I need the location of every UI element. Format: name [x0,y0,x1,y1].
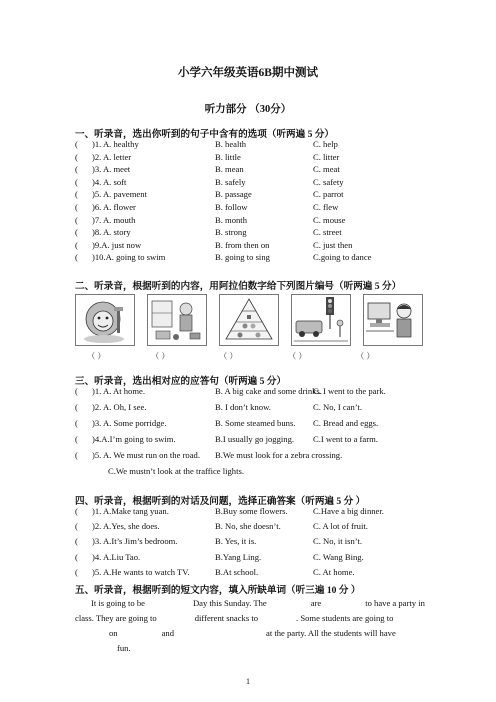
section-1-option-b: B. strong [215,227,247,238]
section-4-option-b: B.Yang Ling. [215,551,262,562]
section-3-option-c: C. Bread and eggs. [313,418,379,428]
section-4-option-a: )5. A.He wants to watch TV. [92,566,190,577]
section-4-answer-blank[interactable]: ( [75,521,78,532]
section-3-option-a: )5. A. We must run on the road. [92,450,200,460]
section-1-option-a: )5. A. pavement [92,189,147,200]
section-1-option-c: C. help [313,139,338,149]
section-3-option-c: C. No, I can’t. [313,402,363,412]
picture-boy-at-computer [363,294,423,346]
section-1-option-a: )1. A. healthy [92,139,139,149]
section-1-option-c: C. flew [313,202,339,212]
section-4-answer-blank[interactable]: ( [75,551,78,562]
section-4-option-a: )2. A.Yes, she does. [92,521,160,532]
section-1-option-c: C. parrot [313,189,344,200]
section-1-option-b: B. safely [215,176,246,187]
passage-line-2: class. They are going to different snacks to . Some students are going to [75,613,394,623]
section-1-answer-blank[interactable]: ( [75,214,78,225]
section-4-option-a: )1. A.Make tang yuan. [92,506,169,516]
section-3-option-c: C. I went to the park. [313,386,386,396]
section-3-option-b: B.We must look for a zebra crossing. [215,450,343,460]
section-1-option-b: B. from then on [215,239,270,250]
section-1-question-2 [75,152,435,164]
listening-part-heading: 听力部分 （30分） [204,104,292,115]
section-3-answer-blank[interactable]: ( [75,450,78,460]
section-3-option-b: B.I usually go jogging. [215,434,295,444]
section-4-option-b: B. Yes, it is. [215,536,257,547]
section-1-answer-blank[interactable]: ( [75,164,78,175]
section-1-option-b: B. little [215,151,241,162]
picture-traffic-lights [291,294,351,346]
section-4-option-b: B.At school. [215,566,259,577]
section-1-option-c: C. just then [313,239,353,250]
section-1-option-c: C. street [313,227,342,238]
section-4-option-c: C. A lot of fruit. [313,521,368,532]
section-1-option-a: )9.A. just now [92,239,142,250]
section-1-option-c: C. meat [313,164,340,175]
section-1-answer-blank[interactable]: ( [75,151,78,162]
section-1-option-c: C. mouse [313,214,346,225]
section-1-question-7 [75,215,435,227]
section-1-option-b: B. going to sing [215,252,270,263]
section-3-question-4 [75,434,435,446]
section-1-option-a: )7. A. mouth [92,214,136,225]
picture-5-answer[interactable]: （ ） [356,352,375,361]
section-1-answer-blank[interactable]: ( [75,139,78,149]
section-3-question-2 [75,402,435,414]
section-3-question-1 [75,386,435,398]
section-3-answer-blank[interactable]: ( [75,386,78,396]
picture-4-answer[interactable]: （ ） [288,352,307,361]
section-4-question-4 [75,552,435,564]
section-3-option-a: )4.A.I’m going to swim. [92,434,176,444]
section-3-answer-blank[interactable]: ( [75,418,78,428]
section-1-option-a: )10.A. going to swim [92,252,166,263]
page-title: 小学六年级英语6B期中测试 [178,67,318,79]
section-1-answer-blank[interactable]: ( [75,239,78,250]
section-1-option-a: )2. A. letter [92,151,132,162]
passage-line-1: It is going to be Day this Sunday. The are to have a party in [91,598,425,608]
picture-2-answer[interactable]: （ ） [151,352,170,361]
section-1-answer-blank[interactable]: ( [75,189,78,200]
section-4-option-c: C. At home. [313,566,355,577]
section-1-heading: 一、听录音，选出你听到的句子中含有的选项（听两遍 5 分） [75,129,335,140]
section-1-question-8 [75,227,435,239]
picture-food-pyramid [219,294,279,346]
picture-lion-toothbrush [75,294,135,346]
section-3-answer-blank[interactable]: ( [75,434,78,444]
picture-row [75,294,425,344]
section-3-option-a: )2. A. Oh, I see. [92,402,147,412]
section-4-option-c: C.Have a big dinner. [313,506,384,516]
section-4-question-3 [75,536,435,548]
passage-line-4: fun. [117,643,131,653]
section-1-option-b: B. follow [215,202,248,212]
section-1-option-b: B. month [215,214,247,225]
section-1-option-a: )4. A. soft [92,176,127,187]
section-1-option-a: )3. A. meet [92,164,131,175]
section-1-question-10 [75,252,435,264]
picture-messy-room [147,294,207,346]
section-4-option-a: )4. A.Liu Tao. [92,551,141,562]
section-4-answer-blank[interactable]: ( [75,536,78,547]
section-3-option-a: )1. A. At home. [92,386,145,396]
section-4-option-b: B.Buy some flowers. [215,506,288,516]
section-1-answer-blank[interactable]: ( [75,202,78,212]
section-1-question-9 [75,240,435,252]
section-3-option-b: B. A big cake and some drinks. [215,386,322,396]
section-1-question-4 [75,177,435,189]
section-2-heading: 二、听录音，根据听到的内容，用阿拉伯数字给下列图片编号（听两遍 5 分） [75,281,402,292]
section-5-heading: 五、听录音，根据听到的短文内容，填入所缺单词（听三遍 10 分 ） [75,585,361,596]
section-3-question-5 [75,450,435,462]
section-4-answer-blank[interactable]: ( [75,566,78,577]
section-4-option-a: )3. A.It’s Jim’s bedroom. [92,536,178,547]
section-3-q5-option-c: C.We mustn’t look at the traffice lights. [108,466,244,476]
section-4-answer-blank[interactable]: ( [75,506,78,516]
section-1-option-c: C. safety [313,176,344,187]
section-4-option-c: C. Wang Bing. [313,551,364,562]
section-3-option-b: B. Some steamed buns. [215,418,296,428]
picture-3-answer[interactable]: （ ） [219,352,238,361]
section-1-option-b: B. passage [215,189,252,200]
section-4-question-5 [75,567,435,579]
section-3-answer-blank[interactable]: ( [75,402,78,412]
section-1-answer-blank[interactable]: ( [75,176,78,187]
section-1-answer-blank[interactable]: ( [75,252,78,263]
section-1-question-3 [75,164,435,176]
section-1-option-a: )8. A. story [92,227,131,238]
section-3-question-3 [75,418,435,430]
section-1-question-6 [75,202,435,214]
section-3-heading: 三、听录音，选出相对应的应答句（听两遍 5 分） [75,376,287,387]
page-number: 1 [246,677,250,686]
section-3-option-a: )3. A. Some porridge. [92,418,167,428]
section-4-option-c: C. No, it isn’t. [313,536,363,547]
section-1-option-b: B. mean [215,164,244,175]
section-4-option-b: B. No, she doesn’t. [215,521,281,532]
section-4-question-1 [75,506,435,518]
section-1-option-c: C. litter [313,151,340,162]
section-1-option-b: B. health [215,139,247,149]
section-3-option-c: C.I went to a farm. [313,434,378,444]
picture-1-answer[interactable]: （ ） [87,352,106,361]
section-1-answer-blank[interactable]: ( [75,227,78,238]
section-1-option-a: )6. A. flower [92,202,136,212]
section-1-question-1 [75,139,435,151]
section-4-heading: 四、听录音，根据听到的对话及问题，选择正确答案（听两遍 5 分 ） [75,496,366,507]
section-4-question-2 [75,521,435,533]
section-1-question-5 [75,189,435,201]
section-1-option-c: C.going to dance [313,252,372,263]
section-3-option-b: B. I don’t know. [215,402,271,412]
passage-line-3: on and at the party. All the students will have [109,628,396,638]
